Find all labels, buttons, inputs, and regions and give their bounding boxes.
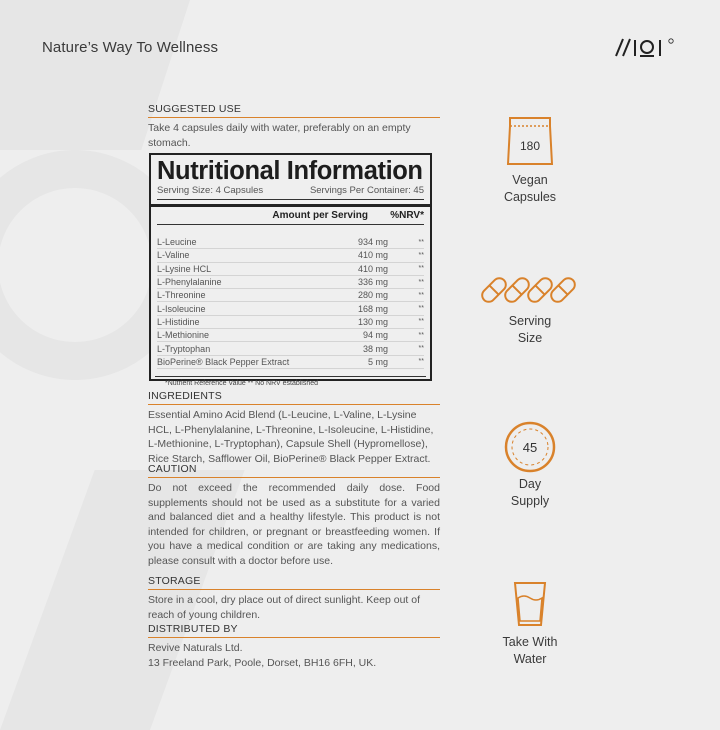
serving-label: Serving <box>508 314 552 328</box>
nutrient-amount: 168 mg <box>357 303 388 314</box>
nutrient-nrv: ** <box>418 291 424 299</box>
nutrient-amount: 336 mg <box>357 277 388 288</box>
nutrient-amount: 130 mg <box>357 316 388 327</box>
nutrient-amount: 410 mg <box>357 263 388 274</box>
storage-section <box>148 575 440 622</box>
day-count: 45 <box>522 440 538 455</box>
nutrient-name: L-Histidine <box>157 316 200 327</box>
nutrient-name: L-Valine <box>157 250 190 261</box>
nutrition-row <box>157 342 424 355</box>
nutrition-row <box>157 236 424 249</box>
nutrient-name: L-Threonine <box>157 290 206 301</box>
ingredients-heading: INGREDIENTS <box>148 390 440 405</box>
nutrition-row <box>157 289 424 302</box>
tagline: Nature’s Way To Wellness <box>42 39 219 56</box>
nutrition-row <box>157 276 424 289</box>
distributed-section <box>148 623 440 670</box>
nutrition-column-header <box>157 207 424 225</box>
nutrient-name: L-Lysine HCL <box>157 263 212 274</box>
nutrient-name: L-Tryptophan <box>157 343 211 354</box>
nutrient-amount: 38 mg <box>362 343 388 354</box>
nutrition-title: Nutritional Information <box>157 157 423 185</box>
suggested-use-text: Take 4 capsules daily with water, preferably on an empty stomach. <box>148 122 411 149</box>
brand-logo <box>614 36 680 58</box>
take-with-label: Take With <box>502 635 558 649</box>
nutrient-nrv: ** <box>418 278 424 286</box>
nutrient-name: BioPerine® Black Pepper Extract <box>157 356 290 367</box>
nutrient-amount: 934 mg <box>357 237 388 248</box>
nutrition-row <box>157 329 424 342</box>
nutrient-nrv: ** <box>418 345 424 353</box>
nutrition-row <box>157 249 424 262</box>
nutrient-name: L-Isoleucine <box>157 303 206 314</box>
distributor-name: Revive Naturals Ltd. <box>148 642 243 654</box>
nutrient-amount: 5 mg <box>367 356 388 367</box>
ingredients-text: Essential Amino Acid Blend (L-Leucine, L-Valine, L-Lysine HCL, L-Phenylalanine, L-Threonine, L-Isoleucine, L-Histidine, L-Methionine, L-Tryptophan), Capsule Shell (Hypromellose), Rice Starch, Safflower Oil, BioPerine® Black Pepper Extract. <box>148 409 434 465</box>
nutrient-nrv: ** <box>418 238 424 246</box>
nutrient-amount: 94 mg <box>362 330 388 341</box>
nrv-column-label: %NRV* <box>390 210 424 221</box>
nutrition-rows <box>157 236 424 369</box>
nutrient-nrv: ** <box>418 265 424 273</box>
capsules-icon <box>480 272 580 308</box>
day-supply-feature <box>470 418 590 510</box>
water-glass-icon <box>510 580 550 628</box>
nutrient-amount: 280 mg <box>357 290 388 301</box>
water-label: Water <box>513 652 547 666</box>
nutrient-name: L-Phenylalanine <box>157 277 222 288</box>
nutrient-amount: 410 mg <box>357 250 388 261</box>
day-label: Day <box>518 477 542 491</box>
take-with-water-feature <box>470 580 590 668</box>
storage-heading: STORAGE <box>148 575 440 590</box>
nutrition-row <box>157 302 424 315</box>
ingredients-section <box>148 390 440 466</box>
amount-column-label: Amount per Serving <box>272 210 368 221</box>
suggested-use-heading: SUGGESTED USE <box>148 103 440 118</box>
serving-size-feature <box>470 272 590 347</box>
caution-text: Do not exceed the recommended daily dose. Food supplements should not be used as a substitute for a varied and balanced diet and a healthy lifestyle. This product is not intended for children, or pregnant or breastfeeding women. If you have a medical condition or are taking any medications, please consult with a doctor before use. <box>148 482 440 567</box>
caution-heading: CAUTION <box>148 463 440 478</box>
nutrition-row <box>157 356 424 369</box>
pouch-icon <box>500 112 560 170</box>
nutrient-nrv: ** <box>418 251 424 259</box>
supply-label: Supply <box>510 494 550 508</box>
nutrition-row <box>157 263 424 276</box>
nutrient-nrv: ** <box>418 331 424 339</box>
capsule-count: 180 <box>519 139 541 153</box>
capsules-label: Capsules <box>503 190 557 204</box>
footnote-divider <box>155 376 426 377</box>
serving-size: Serving Size: 4 Capsules <box>157 185 264 196</box>
nutrient-nrv: ** <box>418 358 424 366</box>
day-circle-icon <box>500 418 560 476</box>
storage-text: Store in a cool, dry place out of direct sunlight. Keep out of reach of young children. <box>148 594 420 621</box>
nutrition-panel <box>149 153 432 387</box>
vegan-capsules-feature <box>470 112 590 206</box>
nrv-footnote: *Nutrient Reference Value ** No NRV established <box>165 379 319 387</box>
serving-info <box>157 185 424 200</box>
nutrition-row <box>157 316 424 329</box>
distributor-address: 13 Freeland Park, Poole, Dorset, BH16 6FH, UK. <box>148 656 377 669</box>
nutrient-name: L-Leucine <box>157 237 197 248</box>
vegan-label: Vegan <box>512 173 548 187</box>
nutrient-name: L-Methionine <box>157 330 210 341</box>
suggested-use-section <box>148 103 440 150</box>
distributed-heading: DISTRIBUTED BY <box>148 623 440 638</box>
caution-section <box>148 463 440 568</box>
nutrient-nrv: ** <box>418 305 424 313</box>
nutrient-nrv: ** <box>418 318 424 326</box>
size-label: Size <box>517 331 543 345</box>
servings-per-container: Servings Per Container: 45 <box>309 185 424 196</box>
